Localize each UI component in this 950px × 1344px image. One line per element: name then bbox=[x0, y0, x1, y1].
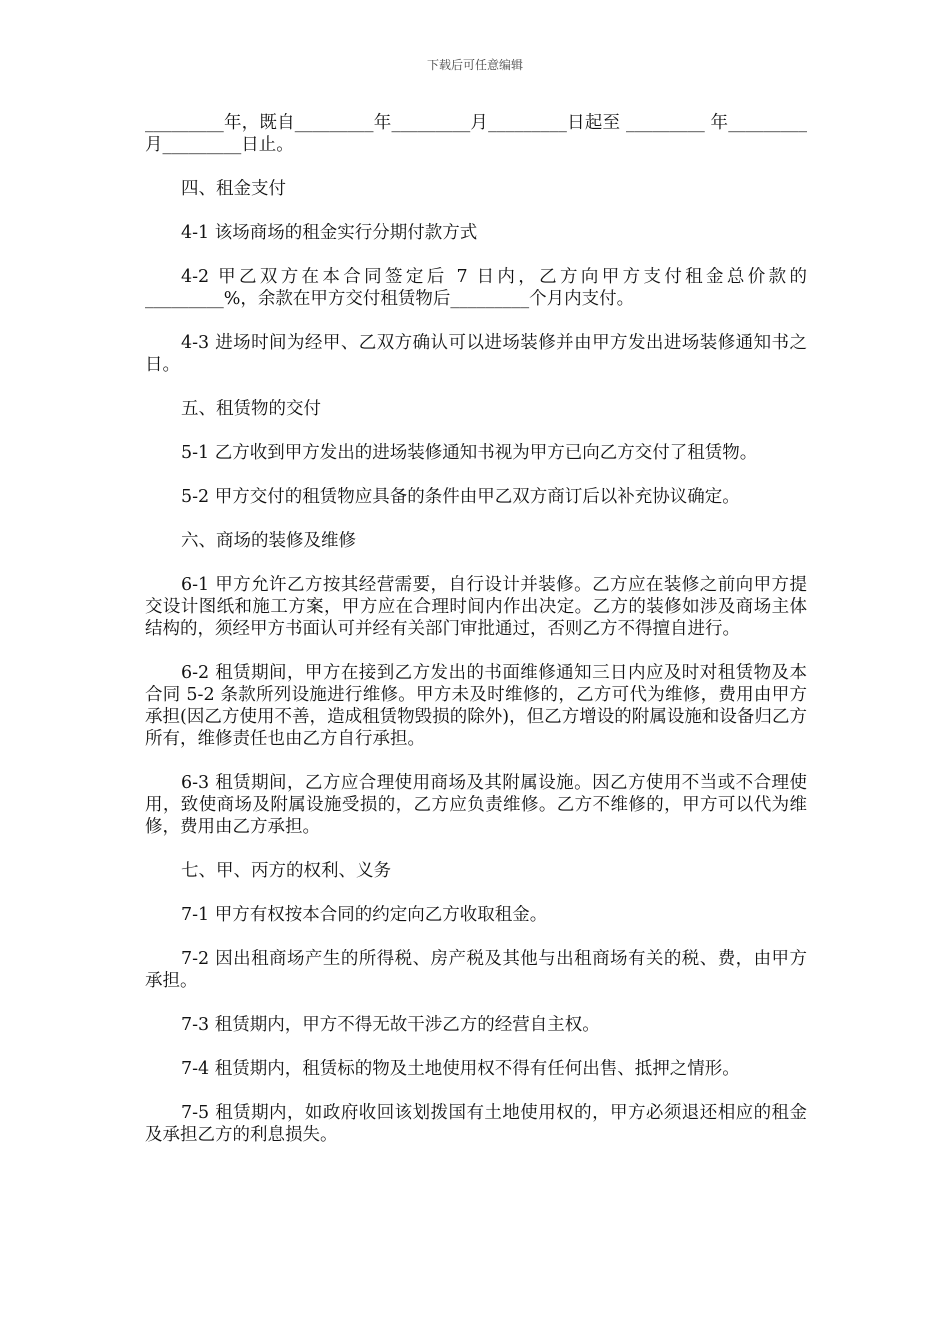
clause-5-1: 5-1 乙方收到甲方发出的进场装修通知书视为甲方已向乙方交付了租赁物。 bbox=[181, 443, 758, 463]
section-heading-rent-payment: 四、租金支付 bbox=[181, 179, 286, 199]
clause-4-3: 4-3 进场时间为经甲、乙双方确认可以进场装修并由甲方发出进场装修通知书之日。 bbox=[145, 333, 807, 375]
clause-7-4: 7-4 租赁期内，租赁标的物及土地使用权不得有任何出售、抵押之情形。 bbox=[181, 1059, 740, 1079]
clause-7-1: 7-1 甲方有权按本合同的约定向乙方收取租金。 bbox=[181, 905, 548, 925]
section-heading-renovation: 六、商场的装修及维修 bbox=[181, 531, 356, 551]
clause-4-2: 4-2 甲乙双方在本合同签定后 7 日内，乙方向甲方支付租金总价款的_________%，余款在甲方交付租赁物后_________个月内支付。 bbox=[145, 267, 807, 309]
clause-6-2: 6-2 租赁期间，甲方在接到乙方发出的书面维修通知三日内应及时对租赁物及本合同 5-2 条款所列设施进行维修。甲方未及时维修的，乙方可代为维修，费用由甲方承担(因乙方使用不善，造成租赁物毁损的除外)，但乙方增设的附属设施和设备归乙方所有，维修责任也由乙方自行承担。 bbox=[145, 663, 807, 749]
section-heading-delivery: 五、租赁物的交付 bbox=[181, 399, 321, 419]
clause-4-1: 4-1 该场商场的租金实行分期付款方式 bbox=[181, 223, 478, 243]
clause-7-2: 7-2 因出租商场产生的所得税、房产税及其他与出租商场有关的税、费，由甲方承担。 bbox=[145, 949, 807, 991]
clause-7-3: 7-3 租赁期内，甲方不得无故干涉乙方的经营自主权。 bbox=[181, 1015, 600, 1035]
clause-6-3: 6-3 租赁期间，乙方应合理使用商场及其附属设施。因乙方使用不当或不合理使用，致使商场及附属设施受损的，乙方应负责维修。乙方不维修的，甲方可以代为维修，费用由乙方承担。 bbox=[145, 773, 807, 837]
section-heading-rights-obligations: 七、甲、丙方的权利、义务 bbox=[181, 861, 391, 881]
clause-6-1: 6-1 甲方允许乙方按其经营需要，自行设计并装修。乙方应在装修之前向甲方提交设计图纸和施工方案，甲方应在合理时间内作出决定。乙方的装修如涉及商场主体结构的，须经甲方书面认可并经有关部门审批通过，否则乙方不得擅自进行。 bbox=[145, 575, 807, 639]
page-header: 下载后可任意编辑 bbox=[426, 58, 523, 72]
clause-5-2: 5-2 甲方交付的租赁物应具备的条件由甲乙双方商订后以补充协议确定。 bbox=[181, 487, 740, 507]
clause-7-5: 7-5 租赁期内，如政府收回该划拨国有土地使用权的，甲方必须退还相应的租金及承担乙方的利息损失。 bbox=[145, 1103, 807, 1145]
document-body bbox=[145, 112, 807, 1168]
lease-term-clause: _________年，既自_________年_________月_________日起至 _________ 年_________月_________日止。 bbox=[145, 113, 807, 155]
